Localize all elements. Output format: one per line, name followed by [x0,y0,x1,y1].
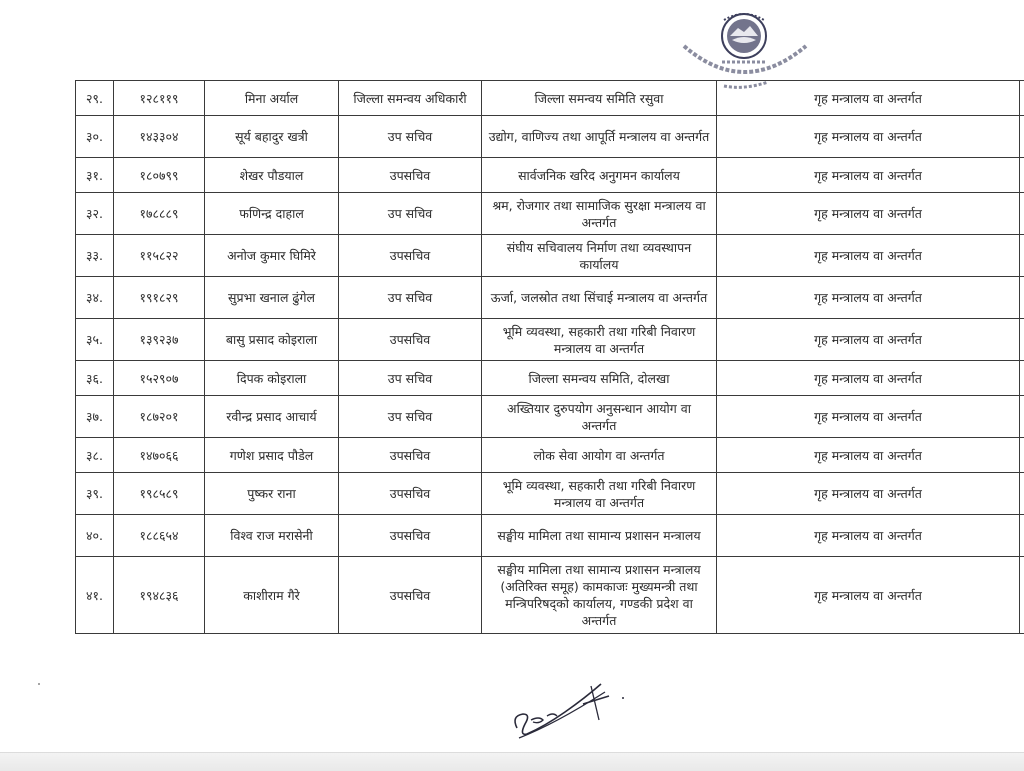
serial-number: ३४. [76,277,114,319]
employee-name: अनोज कुमार घिमिरे [205,235,339,277]
employee-code: १८७२०१ [114,396,205,438]
post: उपसचिव [339,473,482,515]
remarks-cell [1020,81,1024,116]
employee-name: विश्व राज मरासेनी [205,515,339,557]
remarks-cell [1020,319,1024,361]
current-office: जिल्ला समन्वय समिति, दोलखा [482,361,717,396]
serial-number: ४१. [76,557,114,634]
employee-code: १८०७९९ [114,158,205,193]
remarks-cell [1020,473,1024,515]
post: उपसचिव [339,235,482,277]
current-office: संघीय सचिवालय निर्माण तथा व्यवस्थापन कार्यालय [482,235,717,277]
current-office: सार्वजनिक खरिद अनुगमन कार्यालय [482,158,717,193]
transfer-list-table [75,80,1024,634]
table-row [76,361,1024,396]
remarks-cell [1020,396,1024,438]
employee-name: पुष्कर राना [205,473,339,515]
destination: गृह मन्त्रालय वा अन्तर्गत [717,319,1020,361]
table-row [76,235,1024,277]
remarks-cell [1020,158,1024,193]
government-seal [664,6,824,90]
remarks-cell [1020,277,1024,319]
employee-code: १५२९०७ [114,361,205,396]
employee-code: १८८६५४ [114,515,205,557]
serial-number: ४०. [76,515,114,557]
serial-number: ३२. [76,193,114,235]
employee-code: १३९२३७ [114,319,205,361]
post: उपसचिव [339,319,482,361]
table-row [76,81,1024,116]
destination: गृह मन्त्रालय वा अन्तर्गत [717,235,1020,277]
current-office: सङ्घीय मामिला तथा सामान्य प्रशासन मन्त्रालय (अतिरिक्त समूह) कामकाजः मुख्यमन्त्री तथा मन्त्रिपरिषद्को कार्यालय, गण्डकी प्रदेश वा अन्तर्गत [482,557,717,634]
employee-code: ११५८२२ [114,235,205,277]
post: उपसचिव [339,438,482,473]
employee-name: सुप्रभा खनाल ढुंगेल [205,277,339,319]
remarks-cell [1020,193,1024,235]
destination: गृह मन्त्रालय वा अन्तर्गत [717,81,1020,116]
scan-speck [38,683,40,685]
destination: गृह मन्त्रालय वा अन्तर्गत [717,557,1020,634]
employee-name: काशीराम गैरे [205,557,339,634]
destination: गृह मन्त्रालय वा अन्तर्गत [717,361,1020,396]
serial-number: ३८. [76,438,114,473]
serial-number: ३६. [76,361,114,396]
employee-name: गणेश प्रसाद पौडेल [205,438,339,473]
serial-number: ३९. [76,473,114,515]
current-office: सङ्घीय मामिला तथा सामान्य प्रशासन मन्त्रालय [482,515,717,557]
destination: गृह मन्त्रालय वा अन्तर्गत [717,515,1020,557]
serial-number: ३१. [76,158,114,193]
employee-code: १७८८८९ [114,193,205,235]
table-row [76,116,1024,158]
employee-code: १९४८३६ [114,557,205,634]
remarks-cell [1020,235,1024,277]
destination: गृह मन्त्रालय वा अन्तर्गत [717,473,1020,515]
employee-name: बासु प्रसाद कोइराला [205,319,339,361]
remarks-cell [1020,438,1024,473]
post: उपसचिव [339,158,482,193]
table-row [76,438,1024,473]
destination: गृह मन्त्रालय वा अन्तर्गत [717,116,1020,158]
remarks-cell [1020,361,1024,396]
serial-number: ३७. [76,396,114,438]
current-office: भूमि व्यवस्था, सहकारी तथा गरिबी निवारण मन्त्रालय वा अन्तर्गत [482,473,717,515]
employee-name: सूर्य बहादुर खत्री [205,116,339,158]
current-office: ऊर्जा, जलस्रोत तथा सिंचाई मन्त्रालय वा अन्तर्गत [482,277,717,319]
post: उपसचिव [339,515,482,557]
post: उपसचिव [339,557,482,634]
current-office: जिल्ला समन्वय समिति रसुवा [482,81,717,116]
current-office: भूमि व्यवस्था, सहकारी तथा गरिबी निवारण मन्त्रालय वा अन्तर्गत [482,319,717,361]
remarks-cell [1020,557,1024,634]
serial-number: ३५. [76,319,114,361]
employee-code: १४३३०४ [114,116,205,158]
serial-number: ३३. [76,235,114,277]
employee-code: १९८५८९ [114,473,205,515]
employee-name: शेखर पौडयाल [205,158,339,193]
post: उप सचिव [339,277,482,319]
employee-code: १९१८२९ [114,277,205,319]
employee-name: मिना अर्याल [205,81,339,116]
serial-number: २९. [76,81,114,116]
table-row [76,515,1024,557]
employee-name: रवीन्द्र प्रसाद आचार्य [205,396,339,438]
employee-name: फणिन्द्र दाहाल [205,193,339,235]
table-row [76,158,1024,193]
post: उप सचिव [339,396,482,438]
table-row [76,396,1024,438]
employee-code: १४७०६६ [114,438,205,473]
remarks-cell [1020,515,1024,557]
destination: गृह मन्त्रालय वा अन्तर्गत [717,193,1020,235]
destination: गृह मन्त्रालय वा अन्तर्गत [717,396,1020,438]
destination: गृह मन्त्रालय वा अन्तर्गत [717,158,1020,193]
employee-name: दिपक कोइराला [205,361,339,396]
table-row [76,557,1024,634]
current-office: श्रम, रोजगार तथा सामाजिक सुरक्षा मन्त्रालय वा अन्तर्गत [482,193,717,235]
destination: गृह मन्त्रालय वा अन्तर्गत [717,277,1020,319]
table-body [76,81,1024,634]
post: उप सचिव [339,116,482,158]
destination: गृह मन्त्रालय वा अन्तर्गत [717,438,1020,473]
page-edge [0,752,1024,771]
current-office: लोक सेवा आयोग वा अन्तर्गत [482,438,717,473]
current-office: उद्योग, वाणिज्य तथा आपूर्ति मन्त्रालय वा अन्तर्गत [482,116,717,158]
remarks-cell [1020,116,1024,158]
current-office: अख्तियार दुरुपयोग अनुसन्धान आयोग वा अन्तर्गत [482,396,717,438]
employee-code: १२८११९ [114,81,205,116]
table-row [76,193,1024,235]
serial-number: ३०. [76,116,114,158]
table-row [76,277,1024,319]
post: उप सचिव [339,361,482,396]
signature [505,676,635,746]
emblem-icon [722,14,766,58]
table-row [76,319,1024,361]
post: जिल्ला समन्वय अधिकारी [339,81,482,116]
table-row [76,473,1024,515]
post: उप सचिव [339,193,482,235]
